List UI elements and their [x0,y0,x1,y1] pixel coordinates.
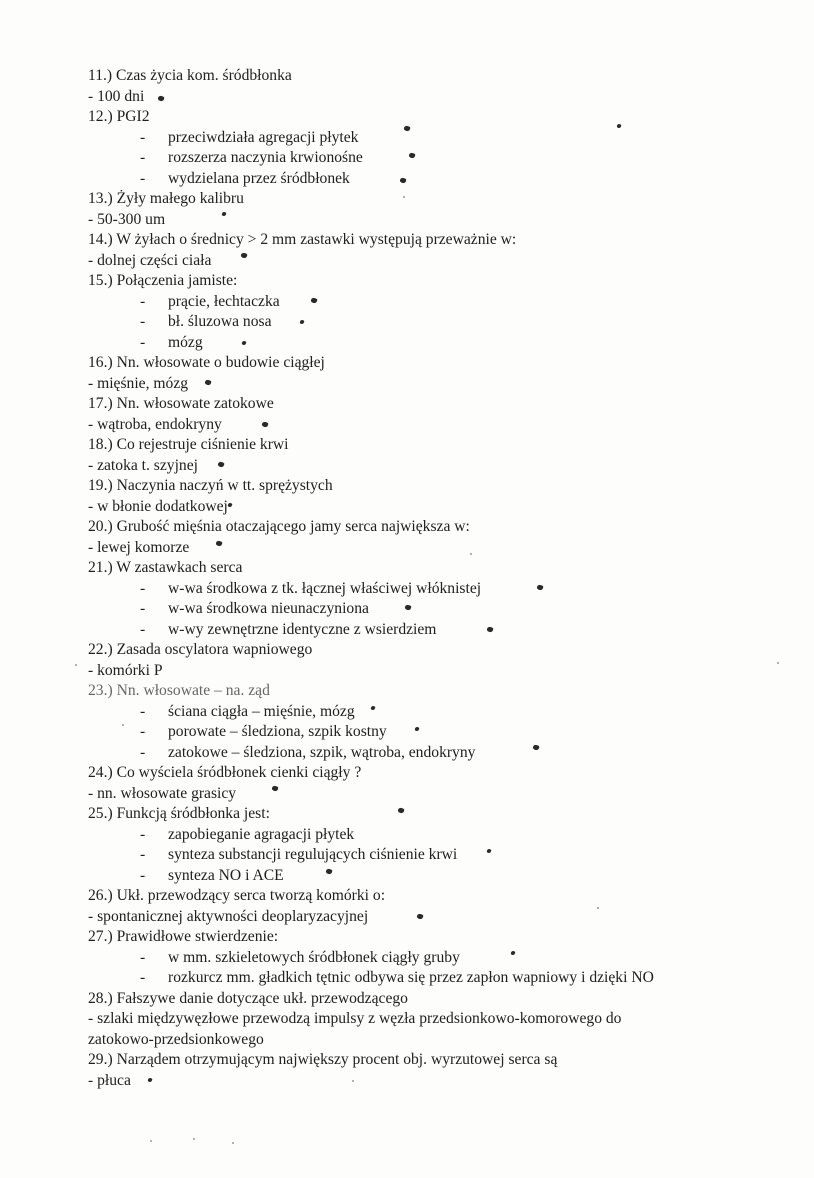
handwritten-mark-icon [271,785,278,792]
scan-speck [352,1080,354,1082]
handwritten-mark-icon [408,152,415,159]
answer-11: - 100 dni [88,88,145,105]
handwritten-mark-icon [310,297,317,304]
scan-speck [470,553,472,555]
handwritten-mark-icon [227,502,232,507]
handwritten-mark-icon [532,744,539,751]
answer-28-line1: - szlaki międzywęzłowe przewodzą impulsy z węzła przedsionkowo-komorowego do [88,1010,622,1027]
handwritten-mark-icon [215,540,222,547]
handwritten-mark-icon [414,726,419,731]
handwritten-mark-icon [370,705,375,710]
handwritten-mark-icon [403,125,410,132]
answer-18: - zatoka t. szyjnej [88,457,198,474]
scan-speck [193,1138,195,1140]
handwritten-mark-icon [399,177,406,184]
answer-20: - lewej komorze [88,539,190,556]
scan-speck [597,907,599,909]
handwritten-mark-icon [416,913,423,920]
answer-26: - spontanicznej aktywności deoplaryzacyjnej [88,908,369,925]
question-22: 22.) Zasada oscylatora wapniowego [88,641,313,658]
answer-28-line2: zatokowo-przedsionkowego [88,1031,264,1048]
speck-mark-icon [616,123,621,128]
handwritten-mark-icon [217,461,224,468]
question-15: 15.) Połączenia jamiste: [88,272,238,289]
question-28: 28.) Fałszywe danie dotyczące ukł. przewodzącego [88,990,408,1007]
scan-speck [150,1140,152,1142]
handwritten-mark-icon [325,868,332,875]
answer-19: - w błonie dodatkowej [88,498,228,515]
handwritten-mark-icon [221,211,226,216]
scan-speck [777,662,779,664]
handwritten-mark-icon [397,807,404,814]
question-16: 16.) Nn. włosowate o budowie ciągłej [88,354,325,371]
handwritten-mark-icon [486,626,493,633]
answer-14: - dolnej części ciała [88,252,212,269]
question-21: 21.) W zastawkach serca [88,559,243,576]
handwritten-mark-icon [157,95,164,102]
answer-13: - 50-300 um [88,211,166,228]
question-14: 14.) W żyłach o średnicy > 2 mm zastawki występują przeważnie w: [88,231,517,248]
question-24: 24.) Co wyściela śródbłonek cienki ciągły ? [88,764,362,781]
question-19: 19.) Naczynia naczyń w tt. sprężystych [88,477,333,494]
question-27: 27.) Prawidłowe stwierdzenie: [88,928,279,945]
question-12: 12.) PGI2 [88,108,150,125]
handwritten-mark-icon [147,1077,152,1082]
scan-speck [122,724,124,726]
handwritten-mark-icon [241,340,246,345]
question-29: 29.) Narządem otrzymującym największy procent obj. wyrzutowej serca są [88,1051,558,1068]
scan-speck [75,664,77,666]
handwritten-mark-icon [536,584,543,591]
question-23: 23.) Nn. włosowate – na. ząd [88,682,270,699]
question-25: 25.) Funkcją śródbłonka jest: [88,805,270,822]
question-26: 26.) Ukł. przewodzący serca tworzą komórki o: [88,887,386,904]
scan-speck [232,1142,234,1144]
answer-29: - płuca [88,1072,131,1089]
question-17: 17.) Nn. włosowate zatokowe [88,395,274,412]
handwritten-mark-icon [510,950,515,955]
scanned-page: 11.) Czas życia kom. śródbłonka - 100 dni 12.) PGI2 przeciwdziała agregacji płytek rozszerza naczynia krwionośne wydzielana przez śródbłonek 13.) Żyły małego kalibru - 50-300 um 14.) W żyłach o średnicy > 2 mm zastawki występują przeważnie w: - dolnej części ciała 15.) Połączenia jamiste: prącie, łechtaczka bł. śluzowa nosa mózg 16.) Nn. włosowate o budowie ciągłej - mięśnie, mózg 17.) Nn. włosowate zatokowe - wątroba, endokryny 18.) Co rejestruje ciśnienie krwi - zatoka t. szyjnej 19.) Naczynia naczyń w tt. sprężystych - w błonie dodatkowej 20.) Grubość mięśnia otaczającego jamy serca największa w: - lewej komorze 21.) W zastawkach serca w-wa środkowa z tk. łącznej właściwej włóknistej w-wa środkowa nieunaczyniona w-wy zewnętrzne identyczne z wsierdziem 22.) Zasada oscylatora wapniowego - komórki P 23.) Nn. włosowate – na. ząd ściana ciągła – mięśnie, mózg porowate – śledziona, szpik kostny zatokowe – śledziona, szpik, wątroba, endokryny 24.) Co wyściela śródbłonek cienki ciągły ? - nn. włosowate grasicy 25.) Funkcją śródbłonka jest: zapobieganie agragacji płytek synteza substancji regulujących ciśnienie krwi synteza NO i ACE 26.) Ukł. przewodzący serca tworzą komórki o: - spontanicznej aktywności deoplaryzacyjnej 27.) Prawidłowe stwierdzenie: w mm. szkieletowych śródbłonek ciągły gruby rozkurcz mm. gładkich tętnic odbywa się przez zapłon wapniowy i dzięki NO 28.) Fałszywe danie dotyczące ukł. przewodzącego - szlaki międzywęzłowe przewodzą impulsy z węzła przedsionkowo-komorowego do zatokowo-przedsionkowego 29.) Narządem otrzymującym największy procent obj. wyrzutowej serca są - płuca [0,0,814,1178]
question-20: 20.) Grubość mięśnia otaczającego jamy serca największa w: [88,518,470,535]
handwritten-mark-icon [204,379,211,386]
handwritten-mark-icon [261,421,268,428]
answer-22: - komórki P [88,662,163,679]
question-13: 13.) Żyły małego kalibru [88,190,244,207]
scan-speck [403,196,405,198]
answer-17: - wątroba, endokryny [88,416,222,433]
question-11: 11.) Czas życia kom. śródbłonka [88,67,292,84]
handwritten-mark-icon [240,252,247,259]
question-18: 18.) Co rejestruje ciśnienie krwi [88,436,289,453]
handwritten-mark-icon [299,319,304,324]
answer-24: - nn. włosowate grasicy [88,785,237,802]
handwritten-mark-icon [404,604,411,611]
handwritten-mark-icon [486,848,491,853]
answer-16: - mięśnie, mózg [88,375,189,392]
